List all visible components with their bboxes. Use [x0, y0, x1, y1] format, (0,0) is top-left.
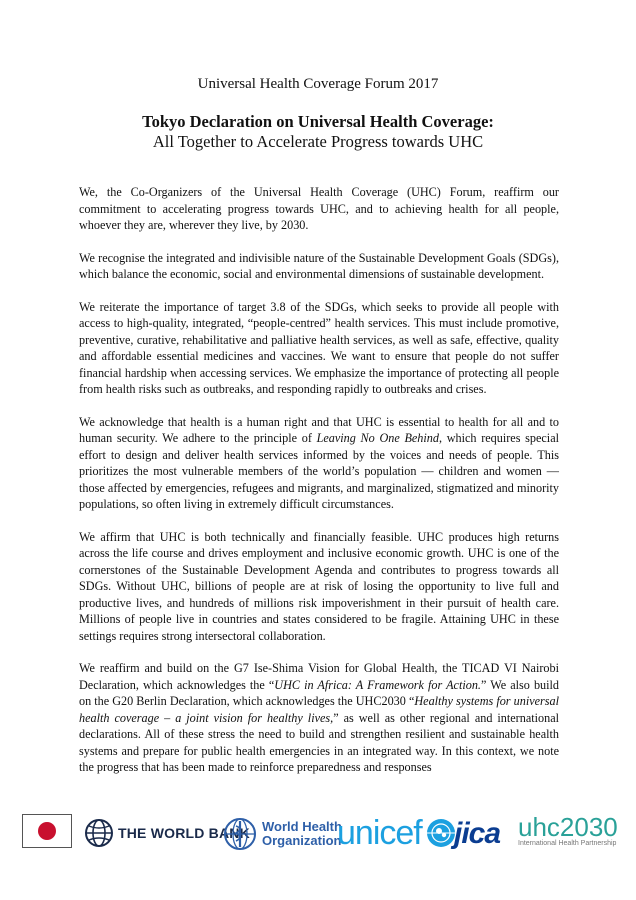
who-wordmark-line2: Organization	[262, 833, 342, 848]
paragraph-4-text-b: , which requires special effort to design and deliver health services informed by the voices and needs of people. This prioritizes the most vulnerable members of the world’s population — children and women — those affected by emergencies, refugees and migrants, and marginalized, stigmatized and minority populations, so often living in extremely difficult circumstances.	[79, 431, 559, 511]
uhc2030-wordmark: uhc2030	[518, 812, 618, 842]
uhc-africa-framework-title: UHC in Africa: A Framework for Action.	[274, 677, 481, 692]
paragraph-6-text-b: ” We also build on the G20 Berlin Declaration, which acknowledges the UHC2030 “	[79, 677, 559, 708]
forum-heading: Universal Health Coverage Forum 2017	[197, 76, 439, 92]
paragraph-6-text-c: ” as well as other regional and international declarations. All of these stress the need to build and strengthen resilient and sustainable health systems and prepare for public health emergencies in an integrated way. In this context, we note the progress that has been made to reinforce preparedness and responses	[79, 710, 559, 774]
partner-logos	[22, 812, 622, 868]
who-wordmark	[262, 820, 342, 848]
paragraph-4	[79, 414, 559, 513]
jica-wordmark: jica	[454, 817, 501, 850]
paragraph-2: We recognise the integrated and indivisible nature of the Sustainable Development Goals (SDGs), which balance the economic, social and environmental dimensions of sustainable development.	[79, 250, 559, 281]
globe-icon	[84, 818, 114, 848]
japan-flag-sun	[38, 822, 56, 840]
who-logo	[222, 814, 342, 854]
uhc2030-logo	[518, 812, 628, 847]
uhc2030-tagline: International Health Partnership	[518, 840, 617, 847]
world-bank-wordmark: THE WORLD BANK	[118, 825, 250, 841]
healthy-systems-title: Healthy systems for universal health coverage – a joint vision for healthy lives,	[79, 694, 559, 725]
leaving-no-one-behind-phrase: Leaving No One Behind	[316, 431, 439, 445]
paragraph-6-text-a: We reaffirm and build on the G7 Ise-Shima Vision for Global Health, the TICAD VI Nairobi Declaration, which acknowledges the “	[79, 661, 559, 692]
paragraph-6	[79, 660, 559, 776]
declaration-subtitle: All Together to Accelerate Progress towards UHC	[152, 132, 484, 151]
who-emblem-icon	[222, 816, 258, 852]
paragraph-5: We affirm that UHC is both technically and financially feasible. UHC produces high returns across the life course and drives employment and inclusive economic growth. UHC is one of the cornerstones of the Sustainable Development Agenda and contributes to progress towards all SDGs. Without UHC, billions of people are at risk of losing the opportunity to live full and productive lives, and hundreds of millions risk impoverishment in their pursuit of health care. Millions of people live in countries and states considered to be fragile. Attaining UHC in these settings requires strong intersectoral collaboration.	[79, 529, 559, 643]
declaration-body	[79, 184, 559, 776]
unicef-logo	[337, 812, 458, 854]
paragraph-3: We reiterate the importance of target 3.8 of the SDGs, which seeks to provide all people with access to high-quality, integrated, “people-centred” health services. This must include promotive, preventive, curative, rehabilitative and palliative health services, as well as safe, effective, quality and affordable essential medicines and vaccines. We want to ensure that people do not suffer financial hardship when accessing services. We emphasize the importance of protecting all people from health risks such as outbreaks, and responding rapidly to outbreaks and crises.	[79, 299, 559, 396]
declaration-title: Tokyo Declaration on Universal Health Coverage:	[142, 112, 494, 131]
jica-logo	[454, 814, 500, 854]
japan-flag-icon	[22, 814, 72, 848]
paragraph-1: We, the Co-Organizers of the Universal Health Coverage (UHC) Forum, reaffirm our commitment to accelerating progress towards UHC, and to achieving health for all people, whoever they are, wherever they live, by 2030.	[79, 185, 559, 232]
paragraph-4-text-a: We acknowledge that health is a human right and that UHC is essential to health for all and to human security. We adhere to the principle of	[79, 414, 559, 445]
who-wordmark-line1: World Health	[262, 819, 342, 834]
unicef-wordmark: unicef	[337, 814, 422, 852]
unicef-emblem-icon	[424, 816, 458, 850]
